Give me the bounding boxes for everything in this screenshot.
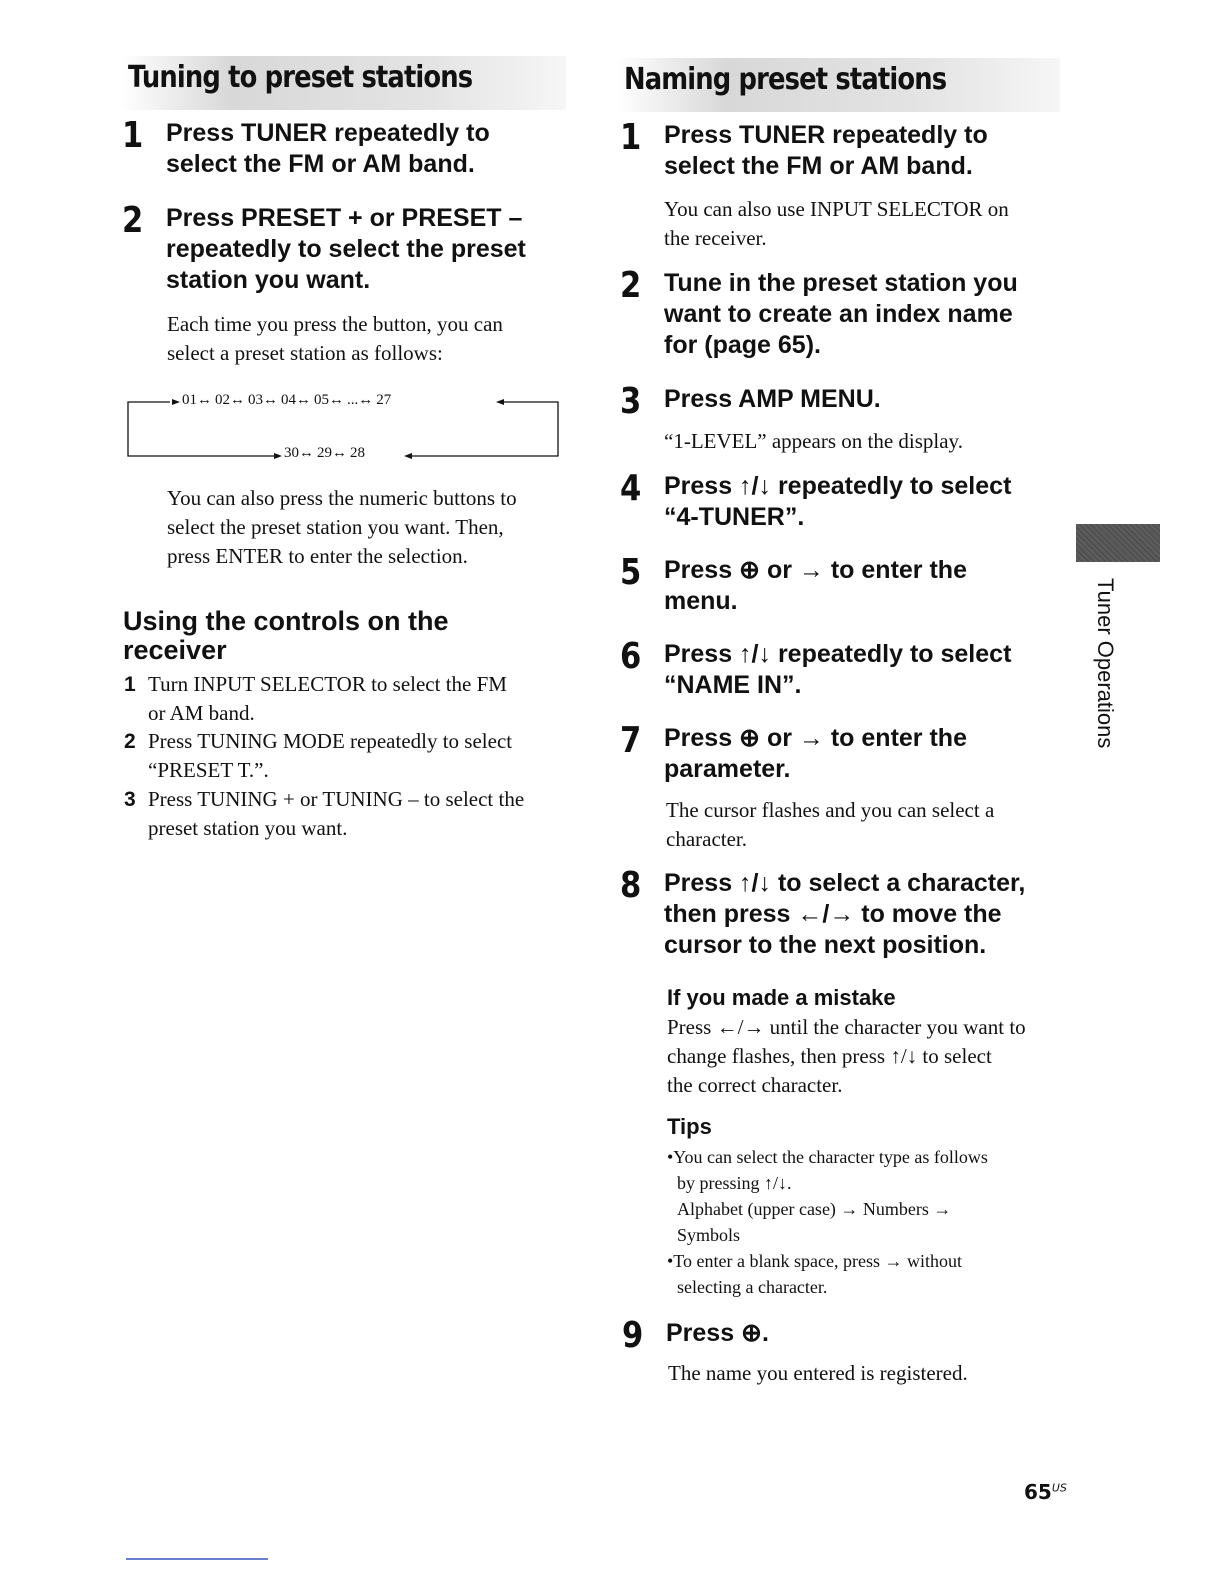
list-line: preset station you want. xyxy=(148,816,348,840)
step-heading xyxy=(166,203,526,296)
step-heading xyxy=(664,471,1011,533)
page-number-value: 65 xyxy=(1024,1480,1052,1504)
step-number: 5 xyxy=(620,552,642,593)
body-line: You can also press the numeric buttons to xyxy=(167,486,517,510)
tip-line: selecting a character. xyxy=(677,1277,828,1297)
tips-body xyxy=(667,1144,988,1300)
step-heading-line: Press ↑/↓ repeatedly to select xyxy=(664,472,1012,500)
step-heading-line: then press ←/→ to move the xyxy=(664,900,1002,928)
step-heading xyxy=(664,639,1011,701)
step-heading xyxy=(664,868,1025,961)
step-heading-line: menu. xyxy=(664,587,738,615)
body-line: “1-LEVEL” appears on the display. xyxy=(664,429,963,453)
list-text xyxy=(148,670,507,728)
list-line: or AM band. xyxy=(148,701,255,725)
diagram-bottom-row: 30↔ 29↔ 28 xyxy=(284,445,366,461)
body-line: the correct character. xyxy=(667,1073,843,1097)
body-line: character. xyxy=(666,827,748,851)
step-heading-line: select the FM or AM band. xyxy=(664,152,973,180)
step-heading-line: for (page 65). xyxy=(664,331,821,359)
step-heading-line: cursor to the next position. xyxy=(664,931,987,959)
section-side-tab xyxy=(1076,524,1160,562)
body-line: the receiver. xyxy=(664,226,767,250)
body-line: select a preset station as follows: xyxy=(167,341,443,365)
subhead-line: receiver xyxy=(123,635,227,665)
step-heading xyxy=(166,118,490,180)
step-heading-line: Press TUNER repeatedly to xyxy=(664,121,988,149)
list-number: 2 xyxy=(124,730,136,753)
step-number: 7 xyxy=(620,720,642,761)
step-number: 1 xyxy=(122,115,144,156)
mistake-heading: If you made a mistake xyxy=(667,985,896,1010)
subhead-line: Using the controls on the xyxy=(123,606,449,636)
body-line: The cursor flashes and you can select a xyxy=(666,798,995,822)
step-heading-line: parameter. xyxy=(664,755,791,783)
side-tab-label: Tuner Operations xyxy=(1093,578,1118,749)
body-line: change flashes, then press ↑/↓ to select xyxy=(667,1044,992,1068)
step-number: 3 xyxy=(620,381,642,422)
list-number: 1 xyxy=(124,673,136,696)
right-step-9-body xyxy=(668,1359,968,1388)
page-number xyxy=(1024,1480,1067,1504)
step-heading-line: Press PRESET + or PRESET – xyxy=(166,204,523,232)
step-number: 6 xyxy=(620,636,642,677)
step-heading-line: Press ⊕ or → to enter the xyxy=(664,724,967,752)
tips-heading: Tips xyxy=(667,1114,712,1139)
body-line: Each time you press the button, you can xyxy=(167,312,503,336)
step-heading-line: want to create an index name xyxy=(664,300,1013,328)
left-step-2-body xyxy=(167,310,503,368)
left-after-diagram-text xyxy=(167,484,517,571)
list-text xyxy=(148,785,524,843)
list-line: “PRESET T.”. xyxy=(148,758,269,782)
right-section-title: Naming preset stations xyxy=(624,62,947,97)
right-step-1-body xyxy=(664,195,1009,253)
list-line: Press TUNING MODE repeatedly to select xyxy=(148,729,513,753)
body-line: press ENTER to enter the selection. xyxy=(167,544,468,568)
step-number: 8 xyxy=(620,865,642,906)
list-line: Turn INPUT SELECTOR to select the FM xyxy=(148,672,507,696)
diagram-top-row: 01↔ 02↔ 03↔ 04↔ 05↔ ...↔ 27 xyxy=(182,392,392,408)
step-heading xyxy=(664,723,967,785)
step-heading xyxy=(664,555,967,617)
step-heading-line: “NAME IN”. xyxy=(664,671,802,699)
step-heading-line: Press AMP MENU. xyxy=(664,385,881,413)
step-heading-line: station you want. xyxy=(166,266,371,294)
footer-rule xyxy=(126,1558,268,1560)
step-heading xyxy=(664,120,988,182)
body-line: Press ←/→ until the character you want to xyxy=(667,1015,1026,1039)
right-step-3-body xyxy=(664,427,963,456)
step-heading xyxy=(664,268,1018,361)
step-heading xyxy=(664,384,881,415)
body-line: select the preset station you want. Then, xyxy=(167,515,504,539)
controls-heading xyxy=(123,607,449,665)
step-heading-line: Press TUNER repeatedly to xyxy=(166,119,490,147)
step-number: 2 xyxy=(122,200,144,241)
body-line: The name you entered is registered. xyxy=(668,1361,968,1385)
list-text xyxy=(148,727,512,785)
body-line: You can also use INPUT SELECTOR on xyxy=(664,197,1009,221)
step-heading-line: Press ⊕. xyxy=(666,1319,769,1347)
step-heading xyxy=(666,1318,769,1349)
step-heading-line: Tune in the preset station you xyxy=(664,269,1018,297)
tip-line: Alphabet (upper case) → Numbers → xyxy=(677,1199,952,1219)
right-section-banner xyxy=(616,58,1060,112)
step-heading-line: repeatedly to select the preset xyxy=(166,235,526,263)
step-heading-line: “4-TUNER”. xyxy=(664,503,805,531)
list-number: 3 xyxy=(124,788,136,811)
preset-cycle-diagram xyxy=(126,390,562,462)
right-step-7-body xyxy=(666,796,994,854)
step-heading-line: Press ⊕ or → to enter the xyxy=(664,556,967,584)
step-heading-line: select the FM or AM band. xyxy=(166,150,475,178)
mistake-body xyxy=(667,1013,1026,1100)
step-number: 4 xyxy=(620,468,642,509)
step-number: 1 xyxy=(620,117,642,158)
list-line: Press TUNING + or TUNING – to select the xyxy=(148,787,525,811)
left-section-title: Tuning to preset stations xyxy=(128,60,473,95)
page-number-suffix: US xyxy=(1051,1481,1067,1495)
tip-line: by pressing ↑/↓. xyxy=(677,1173,792,1193)
step-number: 9 xyxy=(622,1315,644,1356)
step-number: 2 xyxy=(620,265,642,306)
tip-line: •To enter a blank space, press → without xyxy=(667,1251,962,1271)
step-heading-line: Press ↑/↓ repeatedly to select xyxy=(664,640,1012,668)
tip-line: Symbols xyxy=(677,1225,741,1245)
step-heading-line: Press ↑/↓ to select a character, xyxy=(664,869,1026,897)
left-section-banner xyxy=(120,56,566,110)
tip-line: •You can select the character type as follows xyxy=(667,1147,988,1167)
